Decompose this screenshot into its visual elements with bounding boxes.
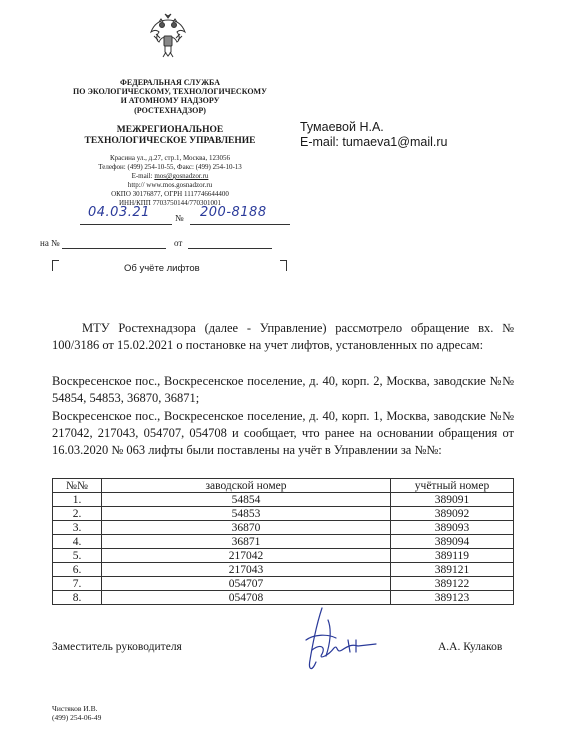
row-index: 2. xyxy=(53,507,102,521)
table-header-row xyxy=(53,479,514,493)
email-line xyxy=(40,172,300,181)
table-row xyxy=(53,521,514,535)
column-header-serial: заводской номер xyxy=(102,479,391,493)
number-sign: № xyxy=(175,213,184,223)
reference-label: на № xyxy=(40,238,60,248)
recipient-email: E-mail: tumaeva1@mail.ru xyxy=(300,135,448,149)
date-underline xyxy=(80,224,172,225)
table-row xyxy=(53,535,514,549)
table-row xyxy=(53,591,514,605)
handwritten-signature-icon xyxy=(292,600,382,680)
registration-number-cell: 389091 xyxy=(391,493,514,507)
serial-number: 54854 xyxy=(102,493,391,507)
column-header-number: №№ xyxy=(53,479,102,493)
serial-number: 054707 xyxy=(102,577,391,591)
from-label: от xyxy=(174,238,183,248)
table-row xyxy=(53,507,514,521)
subject-bracket-left xyxy=(52,260,59,271)
body-paragraph-1: МТУ Ростехнадзора (далее - Управление) рассмотрело обращение вх. № 100/3186 от 15.02.2021 о постановке на учет лифтов, установленных по адресам: xyxy=(52,321,514,352)
row-index: 6. xyxy=(53,563,102,577)
serial-number: 36871 xyxy=(102,535,391,549)
signatory-name: А.А. Кулаков xyxy=(438,641,503,653)
agency-name-line-3: И АТОМНОМУ НАДЗОРУ xyxy=(120,96,220,105)
registration-number-cell: 389094 xyxy=(391,535,514,549)
department-name-line-1: МЕЖРЕГИОНАЛЬНОЕ xyxy=(116,125,224,135)
row-index: 7. xyxy=(53,577,102,591)
signatory-position: Заместитель руководителя xyxy=(52,641,182,653)
agency-name-line-2: ПО ЭКОЛОГИЧЕСКОМУ, ТЕХНОЛОГИЧЕСКОМУ xyxy=(73,87,267,96)
serial-number: 217043 xyxy=(102,563,391,577)
website[interactable]: http:// www.mos.gosnadzor.ru xyxy=(127,181,213,189)
registration-number: 200-8188 xyxy=(200,205,267,220)
table-row xyxy=(53,549,514,563)
registration-date: 04.03.21 xyxy=(88,205,150,220)
registration-number-cell: 389093 xyxy=(391,521,514,535)
row-index: 1. xyxy=(53,493,102,507)
department-name-line-2: ТЕХНОЛОГИЧЕСКОЕ УПРАВЛЕНИЕ xyxy=(84,136,256,146)
registration-number-cell: 389092 xyxy=(391,507,514,521)
row-index: 5. xyxy=(53,549,102,563)
row-index: 3. xyxy=(53,521,102,535)
serial-number: 217042 xyxy=(102,549,391,563)
row-index: 4. xyxy=(53,535,102,549)
address: Красина ул., д.27, стр.1, Москва, 123056 xyxy=(109,154,231,162)
subject-bracket-right xyxy=(280,260,287,271)
agency-abbreviation: (РОСТЕХНАДЗОР) xyxy=(134,106,206,115)
reference-underline xyxy=(62,248,166,249)
row-index: 8. xyxy=(53,591,102,605)
body-paragraph-2: Воскресенское пос., Воскресенское поселение, д. 40, корп. 2, Москва, заводские №№ 54854, 54853, 36870, 36871; xyxy=(52,374,514,405)
coat-of-arms-emblem-icon xyxy=(148,12,188,60)
recipient-name: Тумаевой Н.А. xyxy=(300,120,384,134)
registration-number-cell: 389119 xyxy=(391,549,514,563)
subject-line: Об учёте лифтов xyxy=(124,263,200,274)
serial-number: 54853 xyxy=(102,507,391,521)
agency-name-line-1: ФЕДЕРАЛЬНАЯ СЛУЖБА xyxy=(120,78,220,87)
executor-phone: (499) 254-06-49 xyxy=(52,713,102,722)
registration-number-cell: 389122 xyxy=(391,577,514,591)
from-underline xyxy=(188,248,272,249)
inn-kpp: ИНН/КПП 7703750144/770301001 xyxy=(118,199,222,207)
registration-number-cell: 389123 xyxy=(391,591,514,605)
table-row xyxy=(53,577,514,591)
table-row xyxy=(53,493,514,507)
column-header-registration: учётный номер xyxy=(391,479,514,493)
table-row xyxy=(53,563,514,577)
serial-number: 054708 xyxy=(102,591,391,605)
number-underline xyxy=(190,224,290,225)
executor-info xyxy=(52,704,101,722)
agency-email-link[interactable]: mos@gosnadzor.ru xyxy=(154,172,209,180)
body-paragraph-3: Воскресенское пос., Воскресенское поселение, д. 40, корп. 1, Москва, заводские №№ 217042, 217043, 054707, 054708 и сообщает, что ранее на основании обращения от 16.03.2020 № 063 лифты были поставлены на учёт в Управлении за №№: xyxy=(52,409,514,457)
executor-name: Чистяков И.В. xyxy=(52,704,98,713)
recipient-block xyxy=(300,120,447,150)
okpo-ogrn: ОКПО 30176877, ОГРН 1117746644400 xyxy=(111,190,229,198)
phone-fax: Телефон: (499) 254-10-55, Факс: (499) 254-10-13 xyxy=(98,163,242,171)
serial-number: 36870 xyxy=(102,521,391,535)
registration-number-cell: 389121 xyxy=(391,563,514,577)
lifts-table xyxy=(52,478,514,605)
email-label: E-mail: xyxy=(131,172,155,180)
